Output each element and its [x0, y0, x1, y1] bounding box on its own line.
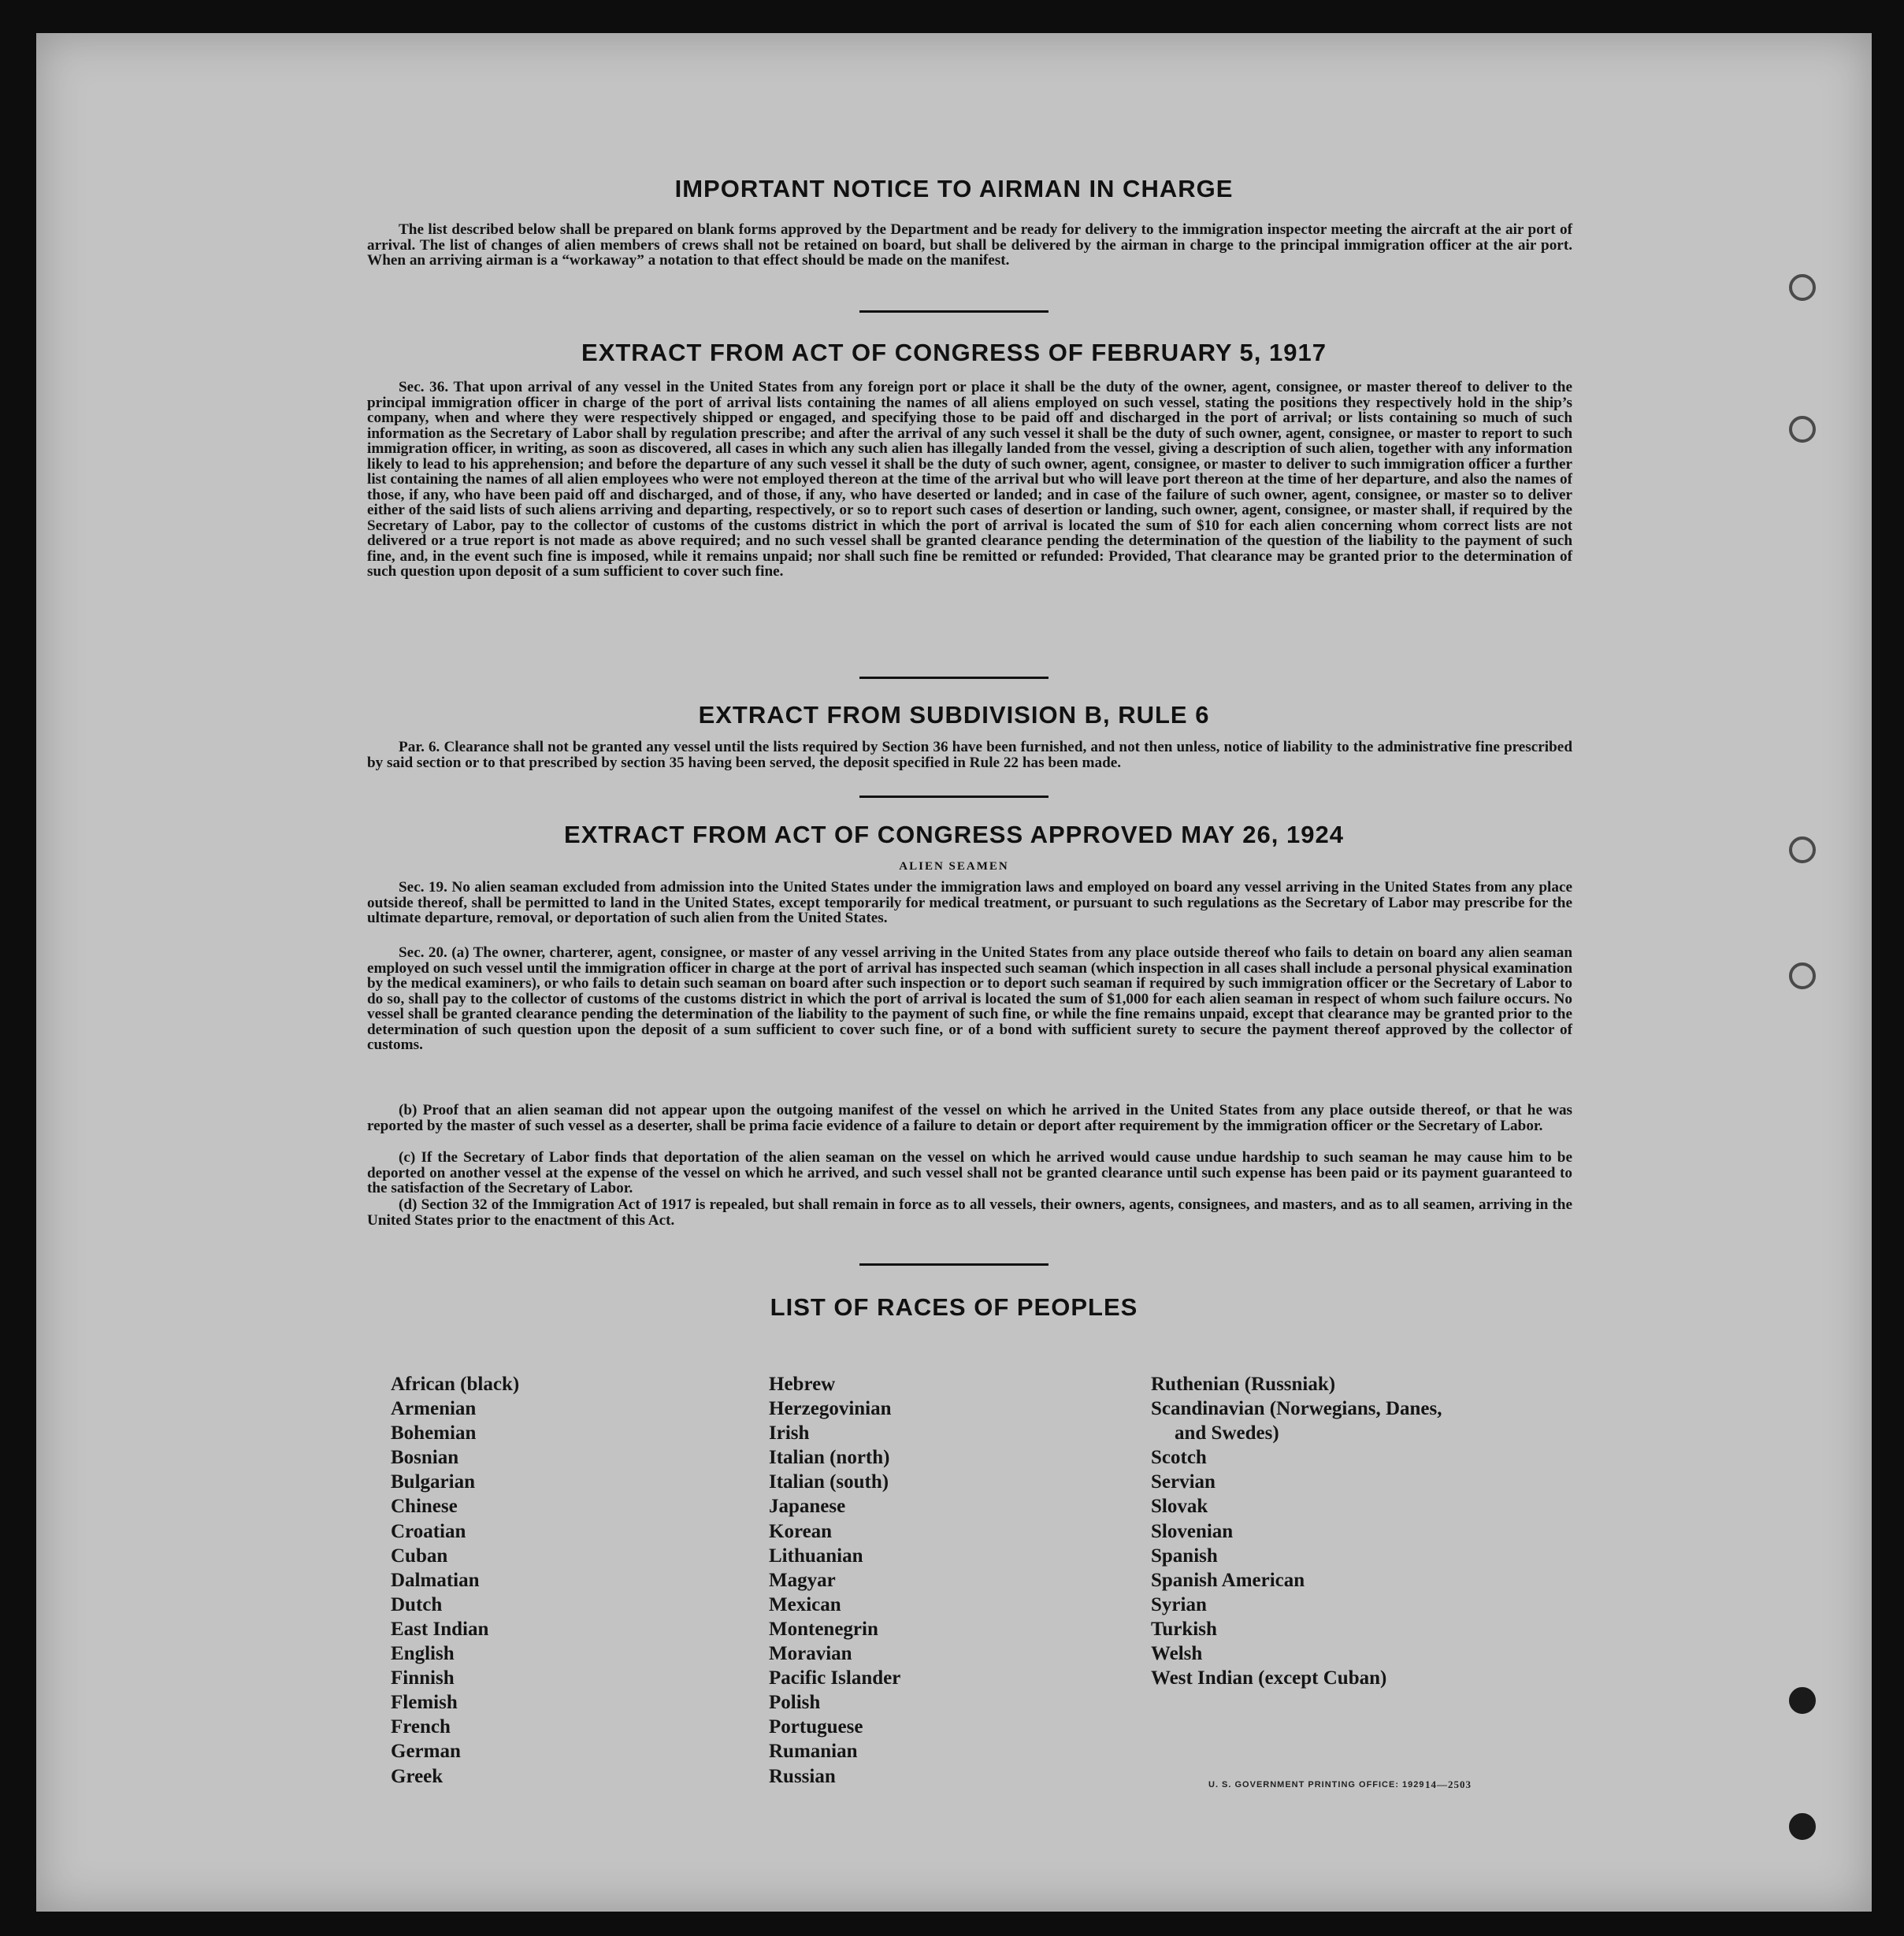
race-item: Scotch: [1151, 1447, 1207, 1469]
race-item: Syrian: [1151, 1593, 1207, 1615]
act-1924-sec20b-text: (b) Proof that an alien seaman did not appear upon the outgoing manifest of the vessel on which he arrived in the United States from any place outside thereof, or that he was reported by the master of such vessel as a deserter, shall be prima facie evidence of a failure to detain or deport after requirement by the immigration officer or the Secretary of Labor.: [367, 1102, 1572, 1134]
act-1924-sec20d-text: (d) Section 32 of the Immigration Act of 1917 is repealed, but shall remain in force as to all vessels, their owners, agents, consignees, and masters, and as to all seamen, arriving in the United States prior to the enactment of this Act.: [367, 1196, 1572, 1229]
binder-hole: [1789, 274, 1816, 301]
document-page: [36, 33, 1872, 1912]
race-item: Hebrew: [769, 1374, 836, 1395]
race-item: Greek: [391, 1765, 444, 1787]
races-title: LIST OF RACES OF PEOPLES: [770, 1293, 1138, 1321]
race-item: Moravian: [769, 1643, 852, 1665]
races-column-2: [769, 1372, 900, 1789]
race-item: Flemish: [391, 1692, 458, 1714]
rule-6-text: Par. 6. Clearance shall not be granted any vessel until the lists required by Section 36 have been furnished, and not then unless, notice of liability to the administrative fine prescribed by said section or to that prescribed by section 35 having been served, the deposit specified in Rule 22 has been made.: [367, 739, 1572, 771]
rule-6-title: EXTRACT FROM SUBDIVISION B, RULE 6: [698, 701, 1210, 729]
race-item: Welsh: [1151, 1643, 1203, 1665]
race-item: Croatian: [391, 1520, 466, 1542]
race-item: Chinese: [391, 1496, 458, 1518]
race-item: Irish: [769, 1422, 810, 1445]
race-item: Mexican: [769, 1593, 841, 1615]
race-item: and Swedes): [1175, 1422, 1279, 1445]
printer-imprint: U. S. GOVERNMENT PRINTING OFFICE: 1929: [1208, 1780, 1425, 1790]
act-1924-title: EXTRACT FROM ACT OF CONGRESS APPROVED MAY 26, 1924: [564, 821, 1344, 848]
race-item: Finnish: [391, 1667, 455, 1689]
binder-hole: [1789, 416, 1816, 443]
race-item: Scandinavian (Norwegians, Danes,: [1151, 1398, 1442, 1420]
race-item: Turkish: [1151, 1618, 1217, 1640]
race-item: German: [391, 1741, 461, 1763]
race-item: West Indian (except Cuban): [1151, 1667, 1387, 1689]
race-item: Dutch: [391, 1593, 443, 1615]
race-item: Magyar: [769, 1569, 836, 1591]
race-item: Italian (north): [769, 1447, 890, 1469]
race-item: Ruthenian (Russniak): [1151, 1374, 1336, 1395]
race-item: Slovenian: [1151, 1520, 1234, 1542]
race-item: Herzegovinian: [769, 1398, 892, 1420]
binder-hole: [1789, 1687, 1816, 1714]
binder-hole: [1789, 962, 1816, 989]
races-column-1: [391, 1372, 519, 1789]
race-item: Japanese: [769, 1496, 846, 1518]
act-1924-sec20a-text: Sec. 20. (a) The owner, charterer, agent, consignee, or master of any vessel arriving in the United States from any place outside thereof who fails to detain on board any alien seaman employed on such vessel until the immigration officer in charge at the port of arrival has inspected such seaman (which inspection in all cases shall include a personal physical examination by the medical examiners), or who fails to detain such seaman on board after such inspection or to deport such seaman if required by such immigration officer or the Secretary of Labor to do so, shall pay to the collector of customs of the customs district in which the port of arrival is located the sum of $1,000 for each alien seaman in respect of whom such failure occurs. No vessel shall be granted clearance pending the determination of the liability to the payment of such fine, or while the fine remains unpaid, except that clearance may be granted prior to the determination of such question upon the deposit of a sum sufficient to cover such fine, or of a bond with sufficient surety to secure the payment thereof approved by the collector of customs.: [367, 944, 1572, 1053]
race-item: Armenian: [391, 1398, 477, 1420]
race-item: Cuban: [391, 1545, 448, 1567]
race-item: Slovak: [1151, 1496, 1208, 1518]
race-item: English: [391, 1643, 455, 1665]
race-item: Korean: [769, 1520, 833, 1542]
act-1917-sec36-text: Sec. 36. That upon arrival of any vessel in the United States from any foreign port or place it shall be the duty of the owner, agent, consignee, or master thereof to deliver to the principal immigration officer in charge of the port of arrival lists containing the names of all aliens employed on such vessel, stating the positions they respectively hold in the ship’s company, when and where they were respectively shipped or engaged, and specifying those to be paid off and discharged in the port of arrival; or lists containing so much of such information as the Secretary of Labor shall by regulation prescribe; and after the arrival of any such vessel it shall be the duty of such owner, agent, consignee, or master to report to such immigration officer, in writing, as soon as discovered, all cases in which any such alien has illegally landed from the vessel, giving a description of such alien, together with any information likely to lead to his apprehension; and before the departure of any such vessel it shall be the duty of such owner, agent, consignee, or master to deliver to such immigration officer a further list containing the names of all alien employees who were not employed thereon at the time of the arrival but who will leave port thereon at the time of her departure, and also the names of those, if any, who have been paid off and discharged, and of those, if any, who have deserted or landed; and in case of the failure of such owner, agent, consignee, or master so to deliver either of the said lists of such aliens arriving and departing, respectively, or so to report such cases of desertion or landing, such owner, agent, consignee, or master shall, if required by the Secretary of Labor, pay to the collector of customs of the customs district in which the port of arrival is located the sum of $10 for each alien concerning whom correct lists are not delivered or a true report is not made as above required; and no such vessel shall be granted clearance pending the determination of the question of the liability to the payment of such fine, and, in the event such fine is imposed, while it remains unpaid; nor shall such fine be remitted or refunded: Provided, That clearance may be granted prior to the determination of such question upon deposit of a sum sufficient to cover such fine.: [367, 379, 1572, 580]
race-item: Lithuanian: [769, 1545, 863, 1567]
race-item: East Indian: [391, 1618, 489, 1640]
notice-text: The list described below shall be prepared on blank forms approved by the Department and be ready for delivery to the immigration inspector meeting the aircraft at the air port of arrival. The list of changes of alien members of crews shall not be retained on board, but shall be delivered by the airman in charge to the principal immigration officer at the air port. When an arriving airman is a “workaway” a notation to that effect should be made on the manifest.: [367, 221, 1572, 269]
binder-hole: [1789, 1813, 1816, 1840]
race-item: African (black): [391, 1374, 520, 1395]
divider: [859, 310, 1048, 313]
act-1924-sec20c-text: (c) If the Secretary of Labor finds that deportation of the alien seaman on the vessel on which he arrived would cause undue hardship to such seaman he may cause him to be deported on another vessel at the expense of the vessel on which he arrived, and such vessel shall not be granted clearance until such expense has been paid or its payment guaranteed to the satisfaction of the Secretary of Labor.: [367, 1149, 1572, 1196]
race-item: Bosnian: [391, 1447, 459, 1469]
race-item: Servian: [1151, 1471, 1216, 1493]
notice-title: IMPORTANT NOTICE TO AIRMAN IN CHARGE: [674, 175, 1234, 202]
race-item: Bohemian: [391, 1422, 477, 1445]
race-item: Polish: [769, 1692, 821, 1714]
race-item: Spanish: [1151, 1545, 1218, 1567]
divider: [859, 1263, 1048, 1266]
divider: [859, 796, 1048, 798]
act-1917-title: EXTRACT FROM ACT OF CONGRESS OF FEBRUARY 5, 1917: [581, 339, 1327, 366]
race-item: Italian (south): [769, 1471, 889, 1493]
race-item: Spanish American: [1151, 1569, 1305, 1591]
race-item: Rumanian: [769, 1741, 858, 1763]
act-1924-sec19-text: Sec. 19. No alien seaman excluded from admission into the United States under the immigration laws and employed on board any vessel arriving in the United States from any place outside thereof, shall be permitted to land in the United States, except temporarily for medical treatment, or pursuant to such regulations as the Secretary of Labor may prescribe for the ultimate departure, removal, or deportation of such alien from the United States.: [367, 879, 1572, 926]
divider: [859, 677, 1048, 679]
race-item: Russian: [769, 1765, 836, 1787]
race-item: Dalmatian: [391, 1569, 480, 1591]
act-1924-subtitle: ALIEN SEAMEN: [899, 860, 1009, 873]
race-item: Portuguese: [769, 1716, 863, 1738]
race-item: Pacific Islander: [769, 1667, 901, 1689]
race-item: Bulgarian: [391, 1471, 475, 1493]
race-item: Montenegrin: [769, 1618, 878, 1640]
races-column-3: [1151, 1372, 1442, 1690]
form-number: 14—2503: [1425, 1778, 1472, 1790]
race-item: French: [391, 1716, 451, 1738]
